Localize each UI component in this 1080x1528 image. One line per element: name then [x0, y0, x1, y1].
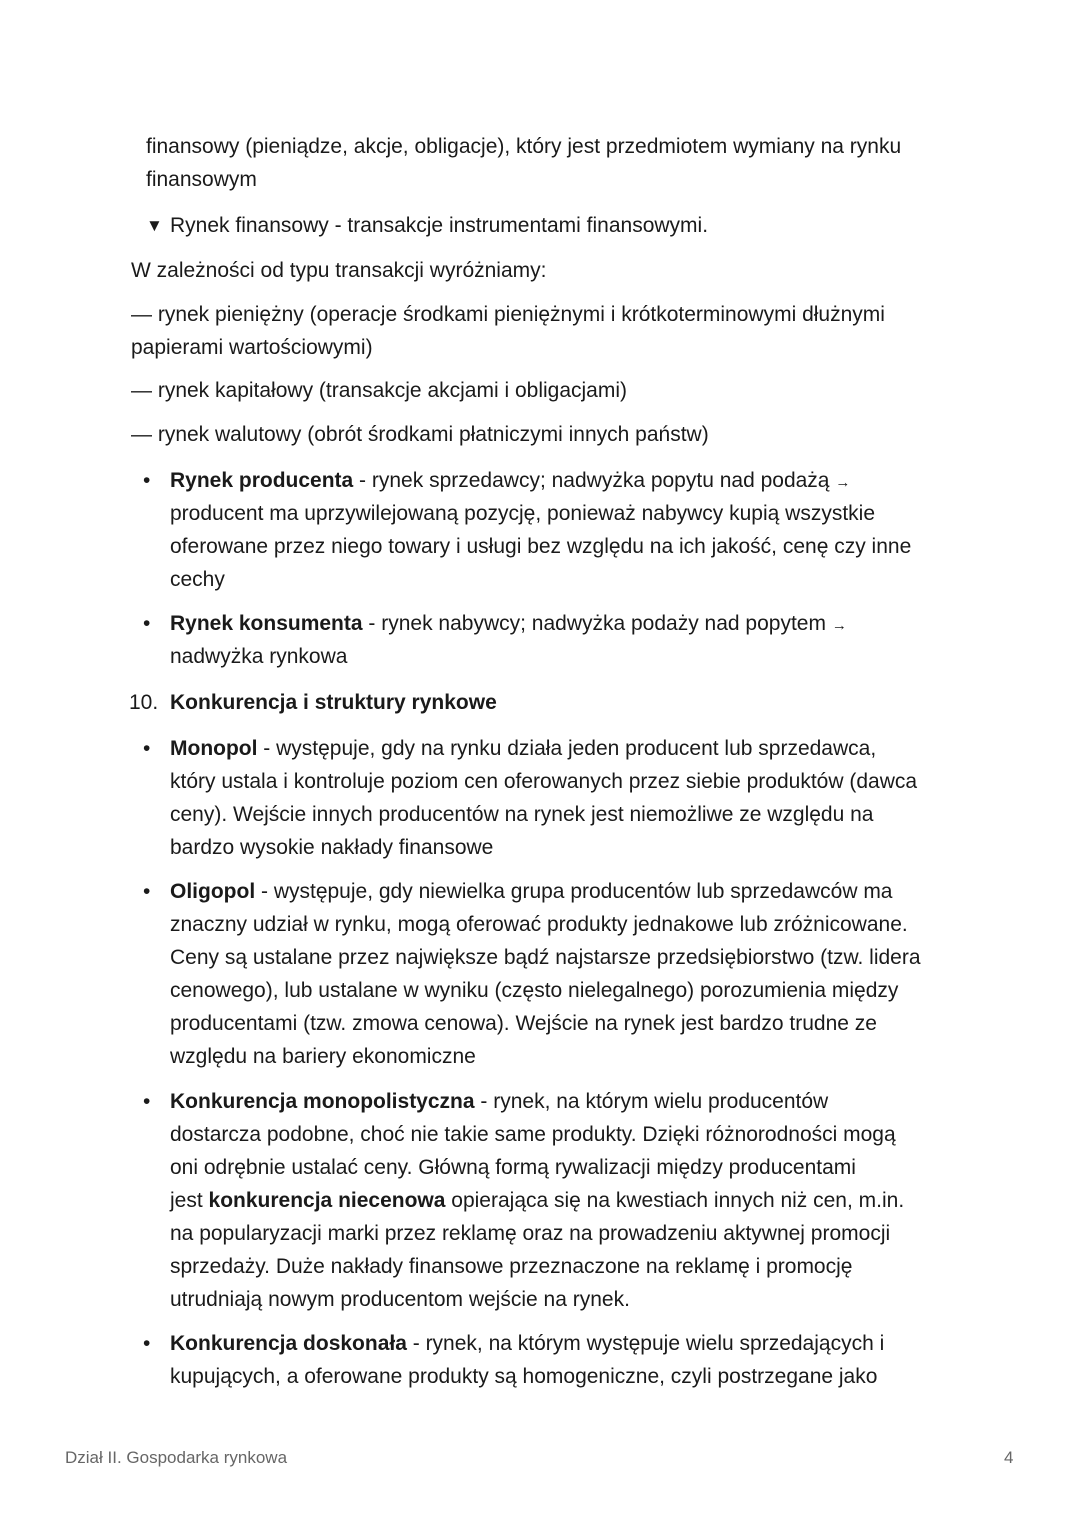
list-item: — rynek kapitałowy (transakcje akcjami i obligacjami) — [131, 379, 628, 402]
transakcje-heading: W zależności od typu transakcji wyróżniamy: — [131, 259, 547, 282]
paragraph-line: producent ma uprzywilejowaną pozycję, ponieważ nabywcy kupią wszystkie — [170, 502, 876, 525]
rynek-producenta-line — [170, 464, 850, 499]
term: Monopol — [170, 737, 258, 760]
bullet-icon: • — [143, 1090, 151, 1113]
bullet-icon: • — [143, 737, 151, 760]
paragraph-line: producentami (tzw. zmowa cenowa). Wejście na rynek jest bardzo trudne ze — [170, 1012, 877, 1035]
term: Konkurencja monopolistyczna — [170, 1090, 475, 1113]
list-item-continued: papierami wartościowymi) — [131, 336, 373, 359]
konkurencja-monopolistyczna-line — [170, 1085, 828, 1118]
paragraph-line: który ustala i kontroluje poziom cen oferowanych przez siebie produktów (dawca — [170, 770, 918, 793]
triangle-bullet-icon: ▼ — [146, 216, 163, 235]
text: jest — [170, 1189, 209, 1212]
section-title: Konkurencja i struktury rynkowe — [170, 691, 497, 714]
arrow-right-icon: → — [835, 474, 851, 491]
term: Oligopol — [170, 880, 256, 903]
paragraph-line: kupujących, a oferowane produkty są homogeniczne, czyli postrzegane jako — [170, 1365, 878, 1388]
paragraph-line: znaczny udział w rynku, mogą oferować produkty jednakowe lub zróżnicowane. — [170, 913, 908, 936]
paragraph-line: finansowy (pieniądze, akcje, obligacje), który jest przedmiotem wymiany na rynku — [146, 135, 902, 158]
bullet-icon: • — [143, 469, 151, 492]
paragraph-line: względu na bariery ekonomiczne — [170, 1045, 476, 1068]
list-item: — rynek pieniężny (operacje środkami pieniężnymi i krótkoterminowymi dłużnymi — [131, 303, 885, 326]
list-item: — rynek walutowy (obrót środkami płatniczymi innych państw) — [131, 423, 709, 446]
bullet-icon: • — [143, 612, 151, 635]
bullet-icon: • — [143, 880, 151, 903]
paragraph-line: ceny). Wejście innych producentów na rynek jest niemożliwe ze względu na — [170, 803, 874, 826]
rynek-konsumenta-line — [170, 607, 847, 642]
paragraph-line: na popularyzacji marki przez reklamę oraz na prowadzeniu aktywnej promocji — [170, 1222, 891, 1245]
term: Rynek producenta — [170, 469, 354, 492]
paragraph-line: sprzedaży. Duże nakłady finansowe przeznaczone na reklamę i promocję — [170, 1255, 853, 1278]
paragraph-line: oferowane przez niego towary i usługi bez względu na ich jakość, cenę czy inne — [170, 535, 912, 558]
text: - rynek sprzedawcy; nadwyżka popytu nad podażą — [353, 469, 836, 492]
paragraph-line: cenowego), lub ustalane w wyniku (często nielegalnego) porozumienia między — [170, 979, 899, 1002]
text: - występuje, gdy na rynku działa jeden producent lub sprzedawca, — [257, 737, 877, 760]
paragraph-line — [170, 1184, 904, 1217]
konkurencja-doskonala-line — [170, 1327, 884, 1360]
term: Rynek konsumenta — [170, 612, 363, 635]
paragraph-line: bardzo wysokie nakłady finansowe — [170, 836, 494, 859]
term: konkurencja niecenowa — [208, 1189, 446, 1212]
arrow-right-icon: → — [831, 617, 847, 634]
text: - rynek, na którym wielu producentów — [474, 1090, 829, 1113]
footer-chapter: Dział II. Gospodarka rynkowa — [65, 1448, 288, 1467]
page-number: 4 — [1004, 1448, 1014, 1467]
paragraph-line: utrudniają nowym producentom wejście na rynek. — [170, 1288, 630, 1311]
text: opierająca się na kwestiach innych niż cen, m.in. — [445, 1189, 905, 1212]
oligopol-line — [170, 875, 893, 908]
paragraph-line: nadwyżka rynkowa — [170, 645, 348, 668]
bullet-icon: • — [143, 1332, 151, 1355]
section-number: 10. — [129, 691, 159, 714]
text: - rynek nabywcy; nadwyżka podaży nad popytem — [362, 612, 832, 635]
paragraph-line: oni odrębnie ustalać ceny. Główną formą rywalizacji między producentami — [170, 1156, 856, 1179]
text: - rynek, na którym występuje wielu sprzedających i — [406, 1332, 885, 1355]
paragraph-line: cechy — [170, 568, 225, 591]
rynek-finansowy-line: Rynek finansowy - transakcje instrumentami finansowymi. — [170, 214, 709, 237]
paragraph-line: finansowym — [146, 168, 257, 191]
term: Konkurencja doskonała — [170, 1332, 407, 1355]
monopol-line — [170, 732, 876, 765]
paragraph-line: dostarcza podobne, choć nie takie same produkty. Dzięki różnorodności mogą — [170, 1123, 896, 1146]
paragraph-line: Ceny są ustalane przez największe bądź najstarsze przedsiębiorstwo (tzw. lidera — [170, 946, 921, 969]
text: - występuje, gdy niewielka grupa producentów lub sprzedawców ma — [255, 880, 893, 903]
